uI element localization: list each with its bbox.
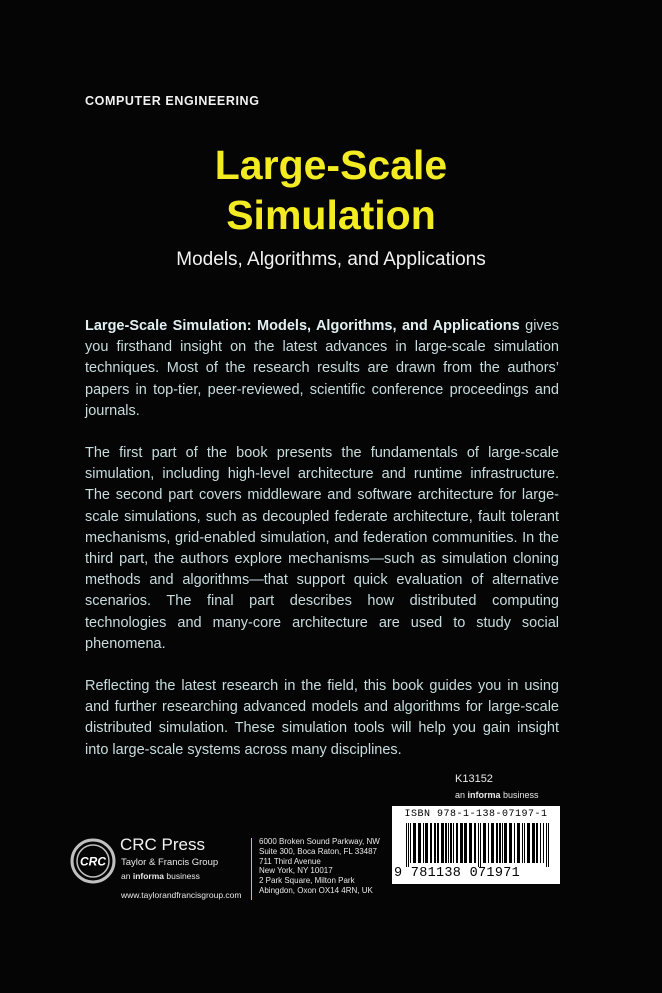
publisher-name: CRC Press <box>120 835 206 854</box>
barcode-bar <box>509 823 512 863</box>
address-line: 711 Third Avenue <box>259 856 321 866</box>
barcode-bar <box>496 823 498 863</box>
barcode-bar <box>532 823 535 863</box>
book-title <box>0 140 662 240</box>
address-line: 6000 Broken Sound Parkway, NW <box>259 837 380 846</box>
description-paragraph-1 <box>85 316 559 422</box>
publisher-website: www.taylorandfrancisgroup.com <box>121 890 242 900</box>
barcode-bar <box>418 823 421 863</box>
divider-line <box>251 838 252 900</box>
barcode-bar <box>504 823 507 863</box>
barcode-bar <box>406 823 407 867</box>
book-title-line-1: Large-Scale <box>214 142 448 188</box>
barcode-bar <box>453 823 454 863</box>
barcode-bar <box>524 823 525 863</box>
logo-text: CRC <box>80 854 106 869</box>
publisher-informa: an informa business <box>121 871 200 881</box>
barcode-bar <box>517 823 520 863</box>
address-line: Abingdon, Oxon OX14 4RN, UK <box>259 885 373 895</box>
barcode-bar <box>456 823 458 863</box>
lead-title: Large-Scale Simulation: Models, Algorithms, and Applications <box>85 318 520 334</box>
description-paragraph-3: Reflecting the latest research in the field, this book guides you in using and further researching advanced models and algorithms for large-scale distributed simulation. These simulation tools will help you gain insight into large-scale systems across many disciplines. <box>85 678 559 758</box>
barcode-bar <box>445 823 447 863</box>
barcode-bar <box>499 823 501 863</box>
barcode-bar <box>522 823 523 863</box>
crc-press-logo <box>70 838 116 884</box>
barcode-bar <box>450 823 452 863</box>
barcode-bar <box>527 823 530 863</box>
barcode-bar <box>408 823 409 867</box>
barcode-bar <box>502 823 503 863</box>
barcode-bar <box>434 823 436 863</box>
barcode-bar <box>483 823 486 863</box>
barcode-bar <box>448 823 449 863</box>
barcode-bar <box>474 823 476 863</box>
informa-tagline: an informa business <box>455 790 539 800</box>
address-line: 2 Park Square, Milton Park <box>259 876 355 886</box>
address-line: Suite 300, Boca Raton, FL 33487 <box>259 846 378 856</box>
barcode-bar <box>464 823 467 863</box>
barcode-bar <box>540 823 541 863</box>
barcode-bar <box>536 823 538 863</box>
barcode-bar <box>546 823 547 867</box>
category-label: COMPUTER ENGINEERING <box>85 94 260 108</box>
barcode-bar <box>437 823 439 863</box>
catalog-code: K13152 <box>455 773 493 785</box>
barcode-bar <box>514 823 515 863</box>
publisher-group: Taylor & Francis Group <box>121 857 219 868</box>
barcode-bar <box>469 823 472 863</box>
barcode-bar <box>425 823 428 863</box>
barcode-bar <box>441 823 444 863</box>
barcode-bars <box>406 823 552 867</box>
barcode-bar <box>543 823 544 863</box>
address-line: New York, NY 10017 <box>259 866 333 876</box>
publisher-addresses <box>259 837 380 896</box>
barcode-bar <box>413 823 416 863</box>
barcode-bar <box>410 823 411 863</box>
description <box>85 316 559 782</box>
isbn-label: ISBN 978-1-138-07197-1 <box>404 809 548 820</box>
isbn-barcode <box>392 806 560 884</box>
barcode-bar <box>548 823 549 867</box>
book-subtitle: Models, Algorithms, and Applications <box>176 249 486 270</box>
description-paragraph-2: The first part of the book presents the fundamentals of large-scale simulation, including high-level architecture and runtime infrastructure. The second part covers middleware and software architecture for large-scale simulations, such as decoupled federate architecture, fault tolerant mechanisms, grid-enabled simulation, and federation communities. In the third part, the authors explore mechanisms—such as simulation cloning methods and algorithms—that support quick evaluation of alternative scenarios. The final part describes how distributed computing technologies and many-core architecture are used to study social phenomena. <box>85 445 559 652</box>
barcode-digits: 9 781138 071971 <box>394 866 521 881</box>
barcode-bar <box>488 823 489 863</box>
book-title-line-2: Simulation <box>226 192 436 238</box>
barcode-bar <box>430 823 432 863</box>
barcode-bar <box>480 823 481 867</box>
barcode-bar <box>478 823 479 867</box>
paragraph-1-text: gives you firsthand insight on the latest advances in large-scale simulation techniques. Most of the research results are drawn from the authors’ papers in top-tier, peer-reviewed, scientific conference proceedings and journals. <box>85 318 559 419</box>
barcode-bar <box>460 823 463 863</box>
barcode-bar <box>491 823 494 863</box>
barcode-bar <box>423 823 424 863</box>
